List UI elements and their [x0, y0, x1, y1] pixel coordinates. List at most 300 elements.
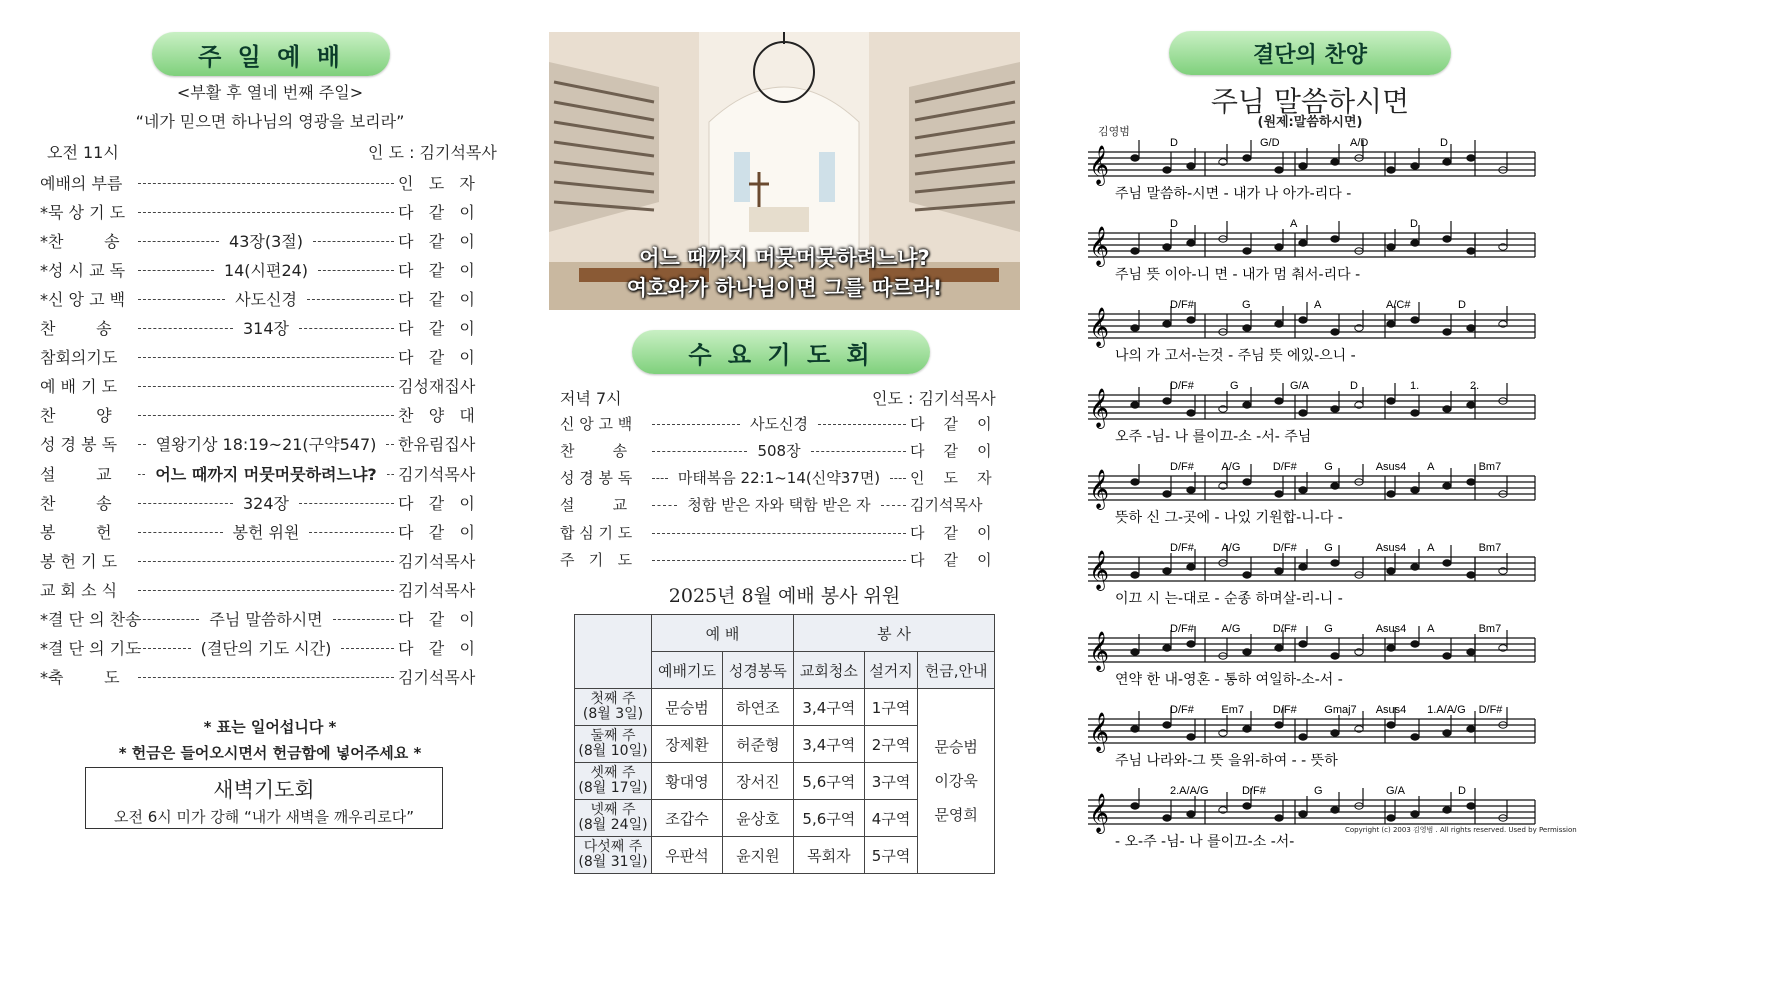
wed-order-row [560, 437, 1008, 463]
note-head [1243, 155, 1251, 161]
closing-song-title: 결단의 찬양 [1169, 31, 1451, 75]
note-head [1467, 248, 1475, 254]
order-person: 김기석목사 [910, 496, 983, 515]
chord-symbol: D/F# [1170, 623, 1194, 635]
order-label: 교 회 소 식 [40, 580, 118, 600]
group-header-worship: 예 배 [652, 615, 794, 652]
note-head [1275, 167, 1283, 173]
offering-usher-cell [918, 689, 995, 874]
note-head [1187, 163, 1195, 169]
table-cell: 5,6구역 [793, 800, 864, 837]
chord-symbol: D/F# [1170, 461, 1194, 473]
note-head [1443, 159, 1451, 165]
order-row [40, 606, 492, 632]
note-head [1411, 641, 1419, 647]
note-head [1331, 159, 1339, 165]
order-content: 508장 [757, 441, 801, 460]
lyric-line: 오주 -님- 나 를이끄-소 -서- 주님 [1115, 429, 1312, 445]
usher-name: 문승범 [934, 738, 978, 756]
order-person: 다 같 이 [398, 260, 475, 280]
note-head [1387, 722, 1395, 728]
table-cell: 하연조 [722, 689, 793, 726]
order-content: 열왕기상 18:19~21(구약547) [155, 435, 377, 455]
week-cell [575, 837, 652, 874]
note-head [1331, 560, 1339, 566]
chord-symbol: G [1242, 299, 1251, 311]
table-cell: 5구역 [864, 837, 918, 874]
order-label: 찬 송 [560, 441, 628, 460]
note-head [1243, 325, 1251, 331]
note-head [1443, 807, 1451, 813]
note-head [1467, 155, 1475, 161]
note-head [1467, 325, 1475, 331]
note-head [1411, 410, 1419, 416]
leader-dots [333, 619, 394, 620]
table-cell: 조갑수 [652, 800, 723, 837]
service-time: 오전 11시 [47, 143, 119, 162]
order-content: 324장 [243, 493, 289, 513]
order-row [40, 198, 492, 224]
week-cell [575, 800, 652, 837]
leader-dots [138, 270, 214, 271]
image-caption-line2: 여호와가 하나님이면 그를 따르라! [626, 276, 943, 300]
leader-dots [138, 590, 394, 591]
staff-system [1088, 623, 1535, 688]
note-head [1131, 803, 1139, 809]
order-content: (결단의 기도 시간) [200, 639, 332, 659]
note-head [1411, 734, 1419, 740]
column-header: 교회청소 [793, 652, 864, 689]
note-head [1299, 564, 1307, 570]
chapel-image [549, 32, 1020, 310]
staff-system [1088, 380, 1535, 445]
table-cell: 목회자 [793, 837, 864, 874]
note-head [1243, 649, 1251, 655]
chord-symbol: D/F# [1170, 380, 1194, 392]
leader-dots [138, 532, 223, 533]
order-person: 찬 양 대 [398, 406, 475, 426]
dawn-prayer-title: 새벽기도회 [213, 778, 315, 802]
week-date: (8월 17일) [578, 780, 648, 796]
note-head [1243, 479, 1251, 485]
order-content: 사도신경 [235, 289, 297, 309]
note-head [1187, 734, 1195, 740]
chord-symbol: D/F# [1272, 623, 1297, 635]
usher-name: 이강욱 [934, 772, 978, 790]
note-head [1299, 410, 1307, 416]
chord-symbol: D [1440, 137, 1448, 149]
chord-symbol: D [1458, 785, 1466, 797]
note-head [1387, 167, 1395, 173]
column-header: 헌금,안내 [918, 652, 995, 689]
chord-symbol: A [1427, 461, 1435, 473]
note-head [1187, 811, 1195, 817]
leader-dots [138, 386, 394, 387]
dawn-prayer-text: 오전 6시 미가 강해 “내가 새벽을 깨우리로다” [113, 808, 415, 826]
standing-note: * 표는 일어섭니다 * [203, 718, 337, 736]
note-head [1411, 487, 1419, 493]
chord-symbol: Asus4 [1375, 542, 1407, 554]
note-head [1331, 653, 1339, 659]
chord-symbol: D [1350, 380, 1358, 392]
chord-symbol: D/F# [1272, 461, 1297, 473]
order-label: 예 배 기 도 [40, 377, 118, 397]
week-date: (8월 3일) [582, 706, 644, 722]
table-cell: 3,4구역 [793, 689, 864, 726]
chord-symbol: Asus4 [1375, 623, 1407, 635]
order-person: 인 도 자 [910, 469, 992, 488]
chord-symbol: Bm7 [1478, 542, 1502, 554]
order-content: 주님 말씀하시면 [209, 610, 323, 629]
staff-system [1088, 461, 1535, 526]
week-cell [575, 726, 652, 763]
order-row [40, 373, 492, 399]
note-head [1131, 649, 1139, 655]
note-head [1467, 803, 1475, 809]
chord-symbol: Em7 [1221, 704, 1245, 716]
table-cell: 2구역 [864, 726, 918, 763]
week-cell [575, 763, 652, 800]
table-cell: 장서진 [722, 763, 793, 800]
leader-dots [652, 505, 677, 506]
note-head [1331, 730, 1339, 736]
leader-dots [881, 505, 906, 506]
order-row [40, 256, 492, 282]
chord-symbol: G [1314, 785, 1323, 797]
leader-dots [341, 648, 394, 649]
order-content: 사도신경 [750, 414, 808, 433]
chord-symbol: D [1170, 218, 1178, 230]
order-label: 성 경 봉 독 [40, 435, 118, 455]
note-head [1411, 163, 1419, 169]
leader-dots [138, 648, 191, 649]
note-head [1387, 815, 1395, 821]
note-head [1387, 244, 1395, 250]
order-row [40, 285, 492, 311]
note-head [1411, 564, 1419, 570]
note-head [1163, 321, 1171, 327]
week-date: (8월 10일) [578, 743, 648, 759]
chord-symbol: A [1314, 299, 1322, 311]
note-head [1275, 568, 1283, 574]
chord-symbol: G/A [1386, 785, 1405, 797]
leader-dots [138, 183, 394, 184]
note-head [1187, 487, 1195, 493]
chord-symbol: A/G [1221, 542, 1241, 554]
order-content: 청함 받은 자와 택함 받은 자 [687, 496, 871, 515]
week-label: 둘째 주 [590, 728, 636, 744]
note-head [1131, 155, 1139, 161]
table-cell: 허준형 [722, 726, 793, 763]
treble-clef-icon: 𝄞 [1089, 550, 1110, 590]
note-head [1243, 572, 1251, 578]
table-cell: 3,4구역 [793, 726, 864, 763]
table-cell: 우판석 [652, 837, 723, 874]
treble-clef-icon: 𝄞 [1089, 631, 1110, 671]
lyric-line: 주님 뜻 이아-니 면 - 내가 멈 춰서-리다 - [1115, 267, 1361, 283]
leader-dots [818, 424, 906, 425]
week-label: 셋째 주 [590, 765, 636, 781]
treble-clef-icon: 𝄞 [1089, 388, 1110, 428]
leader-dots [652, 451, 747, 452]
lyric-line: 뜻하 신 그-곳에 - 나있 기원합-니-다 - [1115, 510, 1343, 526]
order-row [40, 431, 492, 457]
leader-dots [318, 270, 394, 271]
order-person: 다 같 이 [398, 289, 475, 309]
order-person: 다 같 이 [398, 202, 475, 222]
usher-name: 문영희 [934, 806, 978, 824]
note-head [1299, 240, 1307, 246]
note-head [1275, 722, 1283, 728]
wed-order-row [560, 465, 1008, 491]
order-person: 다 같 이 [398, 639, 475, 659]
leader-dots [313, 241, 394, 242]
order-person: 다 같 이 [398, 522, 475, 542]
note-head [1131, 572, 1139, 578]
chord-symbol: D/F# [1170, 299, 1194, 311]
service-leader: 인 도 : 김기석목사 [368, 143, 497, 162]
note-head [1331, 329, 1339, 335]
staff-system [1088, 137, 1535, 202]
chord-symbol: 2.A/A/G [1170, 785, 1209, 797]
week-subtitle: <부활 후 열네 번째 주일> [176, 83, 364, 102]
treble-clef-icon: 𝄞 [1089, 469, 1110, 509]
chord-symbol: A [1427, 542, 1435, 554]
order-person: 다 같 이 [910, 523, 992, 542]
week-label: 첫째 주 [590, 691, 636, 707]
note-head [1467, 479, 1475, 485]
dawn-prayer-box [85, 767, 443, 829]
order-label: *결 단 의 찬송 [40, 610, 141, 629]
chord-symbol: D [1458, 299, 1466, 311]
chord-symbol: D/F# [1272, 704, 1297, 716]
note-head [1275, 244, 1283, 250]
leader-dots [138, 444, 146, 445]
note-head [1187, 410, 1195, 416]
order-label: *성 시 교 독 [40, 260, 126, 280]
leader-dots [138, 619, 199, 620]
table-cell: 윤지원 [722, 837, 793, 874]
chord-symbol: Bm7 [1478, 461, 1502, 473]
note-head [1387, 645, 1395, 651]
leader-dots [138, 677, 394, 678]
chord-symbol: G/A [1290, 380, 1309, 392]
chord-symbol: G [1324, 542, 1333, 554]
order-person: 다 같 이 [398, 348, 475, 368]
note-head [1243, 803, 1251, 809]
lyric-line: 나의 가 고서-는것 - 주님 뜻 에있-으니 - [1115, 348, 1356, 364]
note-head [1131, 325, 1139, 331]
order-row [40, 169, 492, 195]
order-person: 다 같 이 [398, 610, 475, 629]
order-person: 김기석목사 [398, 580, 476, 600]
lyric-line: - 오-주 -님- 나 를이끄-소 -서- [1115, 834, 1295, 850]
note-head [1163, 398, 1171, 404]
chord-symbol: D [1170, 137, 1178, 149]
wed-time: 저녁 7시 [560, 389, 622, 408]
chord-symbol: D/F# [1170, 704, 1194, 716]
lyric-line: 이끄 시 는-대로 - 순종 하며살-리-니 - [1115, 591, 1343, 607]
leader-dots [138, 503, 233, 504]
chord-symbol: G [1230, 380, 1239, 392]
note-head [1163, 244, 1171, 250]
chord-symbol: D/F# [1242, 785, 1266, 797]
lyric-line: 주님 나라와-그 뜻 을위-하여 - - 뜻하 [1115, 753, 1338, 769]
order-person: 다 같 이 [910, 441, 992, 460]
order-person: 김기석목사 [398, 668, 476, 688]
note-head [1331, 406, 1339, 412]
order-label: 신 앙 고 백 [560, 414, 633, 433]
note-head [1163, 722, 1171, 728]
chord-symbol: D/F# [1272, 542, 1297, 554]
order-label: 참회의기도 [40, 348, 118, 368]
table-cell: 3구역 [864, 763, 918, 800]
wed-order-row [560, 410, 1008, 436]
leader-dots [138, 357, 394, 358]
order-label: 봉 헌 기 도 [40, 551, 118, 571]
note-head [1411, 317, 1419, 323]
note-head [1131, 248, 1139, 254]
note-head [1331, 483, 1339, 489]
staff-system [1088, 542, 1535, 607]
leader-dots [138, 415, 394, 416]
note-head [1163, 568, 1171, 574]
note-head [1243, 726, 1251, 732]
table-corner [575, 615, 652, 689]
order-person: 김기석목사 [398, 464, 476, 484]
leader-dots [299, 328, 394, 329]
note-head [1443, 329, 1451, 335]
image-caption-line1: 어느 때까지 머뭇머뭇하려느냐? [639, 246, 930, 270]
note-head [1275, 815, 1283, 821]
note-head [1331, 236, 1339, 242]
note-head [1275, 645, 1283, 651]
order-label: 합 심 기 도 [560, 523, 633, 542]
week-date: (8월 31일) [578, 854, 648, 870]
wednesday-service-title: 수 요 기 도 회 [632, 330, 930, 374]
service-committee-table [574, 614, 995, 874]
note-head [1299, 317, 1307, 323]
leader-dots [387, 474, 394, 475]
leader-dots [138, 212, 394, 213]
note-head [1243, 248, 1251, 254]
order-content: 마태복음 22:1~14(신약37면) [677, 469, 881, 488]
chord-symbol: A [1290, 218, 1298, 230]
order-label: 봉 헌 [40, 522, 112, 542]
note-head [1299, 163, 1307, 169]
note-head [1387, 491, 1395, 497]
order-row [40, 315, 492, 341]
note-head [1443, 653, 1451, 659]
treble-clef-icon: 𝄞 [1089, 145, 1110, 185]
order-person: 다 같 이 [398, 493, 475, 513]
column-header: 설거지 [864, 652, 918, 689]
chord-symbol: D [1410, 218, 1418, 230]
note-head [1275, 398, 1283, 404]
note-head [1467, 726, 1475, 732]
wed-leader: 인도 : 김기석목사 [872, 389, 996, 408]
order-person: 다 같 이 [910, 414, 992, 433]
order-person: 다 같 이 [910, 551, 992, 569]
leader-dots [138, 474, 145, 475]
order-label: 예배의 부름 [40, 173, 123, 193]
order-row [40, 344, 492, 370]
order-content: 314장 [243, 319, 289, 338]
order-row [40, 635, 492, 661]
week-date: (8월 24일) [578, 817, 648, 833]
leader-dots [652, 560, 906, 561]
order-row [40, 402, 492, 428]
chord-symbol: G/D [1260, 137, 1280, 149]
leader-dots [138, 241, 219, 242]
note-head [1411, 240, 1419, 246]
treble-clef-icon: 𝄞 [1089, 307, 1110, 347]
week-cell [575, 689, 652, 726]
chord-symbol: A [1427, 623, 1435, 635]
staff-system [1088, 218, 1535, 283]
leader-dots [307, 299, 394, 300]
note-head [1443, 560, 1451, 566]
chord-symbol: A/G [1221, 623, 1241, 635]
chord-symbol: A/G [1221, 461, 1241, 473]
order-label: *축 도 [40, 668, 120, 688]
offering-note: * 헌금은 들어오시면서 헌금함에 넣어주세요 * [118, 744, 422, 762]
week-label: 다섯째 주 [583, 839, 643, 855]
note-head [1299, 641, 1307, 647]
order-content: 어느 때까지 머뭇머뭇하려느냐? [155, 464, 377, 484]
note-head [1387, 568, 1395, 574]
lyric-line: 연약 한 내-영혼 - 통하 여일하-소-서 - [1115, 672, 1343, 688]
chord-symbol: 1. [1410, 380, 1420, 392]
order-row [40, 576, 492, 602]
staff-system [1088, 785, 1535, 850]
order-content: 43장(3절) [229, 231, 303, 251]
leader-dots [652, 424, 740, 425]
leader-dots [309, 532, 394, 533]
note-head [1299, 487, 1307, 493]
note-head [1443, 406, 1451, 412]
note-head [1187, 317, 1195, 323]
order-label: *찬 송 [40, 231, 120, 251]
order-label: 설 교 [560, 496, 628, 515]
note-head [1331, 807, 1339, 813]
order-content: 14(시편24) [223, 260, 309, 280]
chord-symbol: G [1324, 623, 1333, 635]
note-head [1243, 402, 1251, 408]
song-original-title: (원제:말씀하시면) [1257, 115, 1363, 130]
note-head [1131, 402, 1139, 408]
table-cell: 황대영 [652, 763, 723, 800]
order-row [40, 664, 492, 690]
leader-dots [652, 478, 668, 479]
note-head [1443, 483, 1451, 489]
group-header-service: 봉 사 [793, 615, 994, 652]
chord-symbol: 2. [1470, 380, 1480, 392]
order-person: 한유림집사 [398, 435, 476, 455]
order-label: 찬 양 [40, 406, 112, 426]
service-table-title: 2025년 8월 예배 봉사 위원 [668, 585, 901, 607]
table-cell: 1구역 [864, 689, 918, 726]
order-label: 찬 송 [40, 493, 112, 513]
order-content: 봉헌 위원 [232, 522, 300, 542]
note-head [1275, 491, 1283, 497]
treble-clef-icon: 𝄞 [1089, 226, 1110, 266]
order-person: 김성재집사 [398, 377, 476, 397]
note-head [1443, 730, 1451, 736]
table-cell: 4구역 [864, 800, 918, 837]
note-head [1131, 479, 1139, 485]
note-head [1163, 491, 1171, 497]
